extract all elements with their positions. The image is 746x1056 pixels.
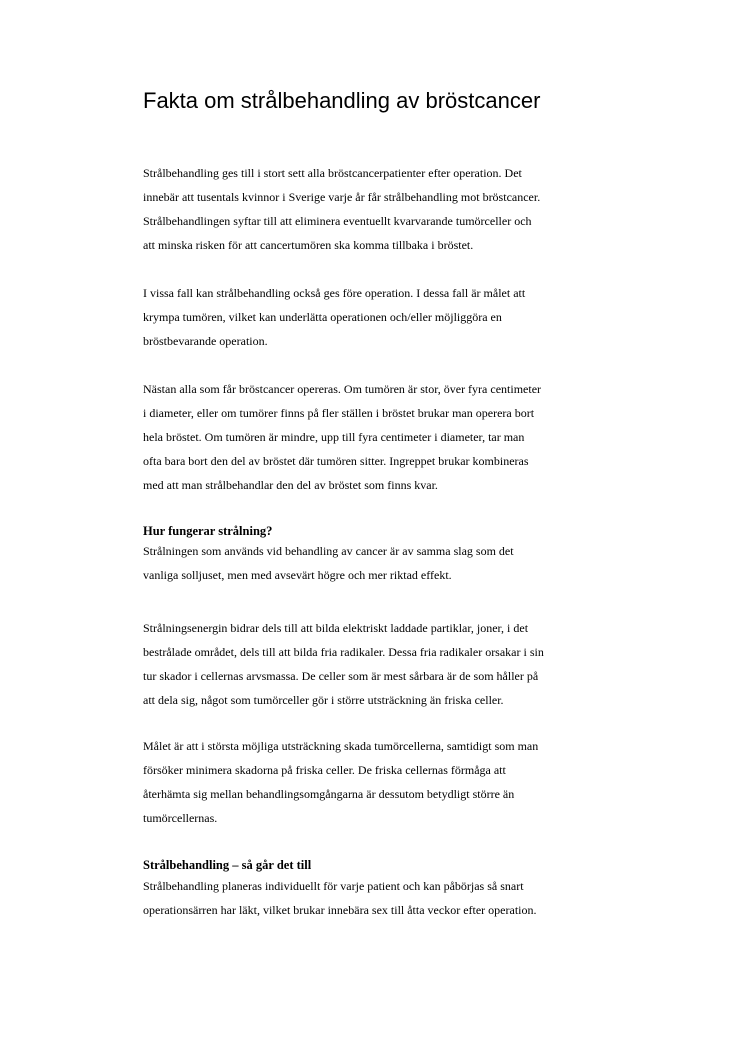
text-line: Strålningen som används vid behandling av cancer är av samma slag som det xyxy=(143,544,514,558)
text-line: att minska risken för att cancertumören ska komma tillbaka i bröstet. xyxy=(143,238,474,252)
text-line: återhämta sig mellan behandlingsomgångarna är dessutom betydligt större än xyxy=(143,787,515,801)
paragraph-intro xyxy=(143,161,613,257)
text-line: Strålbehandlingen syftar till att eliminera eventuellt kvarvarande tumörceller och xyxy=(143,214,532,228)
text-line: Strålningsenergin bidrar dels till att bilda elektriskt laddade partiklar, joner, i det xyxy=(143,621,529,635)
page-title: Fakta om strålbehandling av bröstcancer xyxy=(143,88,541,113)
text-line: I vissa fall kan strålbehandling också ges före operation. I dessa fall är målet att xyxy=(143,286,526,300)
paragraph-goal xyxy=(143,734,613,830)
section-heading: Strålbehandling – så går det till xyxy=(143,858,312,872)
text-line: att dela sig, något som tumörceller gör i större utsträckning än friska celler. xyxy=(143,693,504,707)
text-line: innebär att tusentals kvinnor i Sverige varje år får strålbehandling mot bröstcancer. xyxy=(143,190,541,204)
paragraph-radiation-energy xyxy=(143,616,613,712)
text-line: hela bröstet. Om tumören är mindre, upp till fyra centimeter i diameter, tar man xyxy=(143,430,525,444)
text-line: krympa tumören, vilket kan underlätta operationen och/eller möjliggöra en xyxy=(143,310,502,324)
text-line: tumörcellernas. xyxy=(143,811,218,825)
text-line: bröstbevarande operation. xyxy=(143,334,268,348)
section-how-radiation-works xyxy=(143,519,613,587)
section-heading: Hur fungerar strålning? xyxy=(143,524,273,538)
paragraph-pre-operation xyxy=(143,281,613,353)
section-how-treatment-works xyxy=(143,853,613,922)
text-line: Strålbehandling planeras individuellt för varje patient och kan påbörjas så snart xyxy=(143,879,524,893)
text-line: vanliga solljuset, men med avsevärt högre och mer riktad effekt. xyxy=(143,568,452,582)
text-line: försöker minimera skadorna på friska celler. De friska cellernas förmåga att xyxy=(143,763,506,777)
text-line: operationsärren har läkt, vilket brukar innebära sex till åtta veckor efter operation. xyxy=(143,903,537,917)
text-line: Målet är att i största möjliga utsträckning skada tumörcellerna, samtidigt som man xyxy=(143,739,539,753)
text-line: tur skador i cellernas arvsmassa. De celler som är mest sårbara är de som håller på xyxy=(143,669,539,683)
text-line: ofta bara bort den del av bröstet där tumören sitter. Ingreppet brukar kombineras xyxy=(143,454,529,468)
text-line: i diameter, eller om tumörer finns på fler ställen i bröstet brukar man operera bort xyxy=(143,406,535,420)
paragraph-surgery xyxy=(143,377,613,497)
text-line: med att man strålbehandlar den del av bröstet som finns kvar. xyxy=(143,478,438,492)
text-line: bestrålade området, dels till att bilda fria radikaler. Dessa fria radikaler orsakar i sin xyxy=(143,645,544,659)
text-line: Nästan alla som får bröstcancer opereras. Om tumören är stor, över fyra centimeter xyxy=(143,382,542,396)
text-line: Strålbehandling ges till i stort sett alla bröstcancerpatienter efter operation. Det xyxy=(143,166,522,180)
